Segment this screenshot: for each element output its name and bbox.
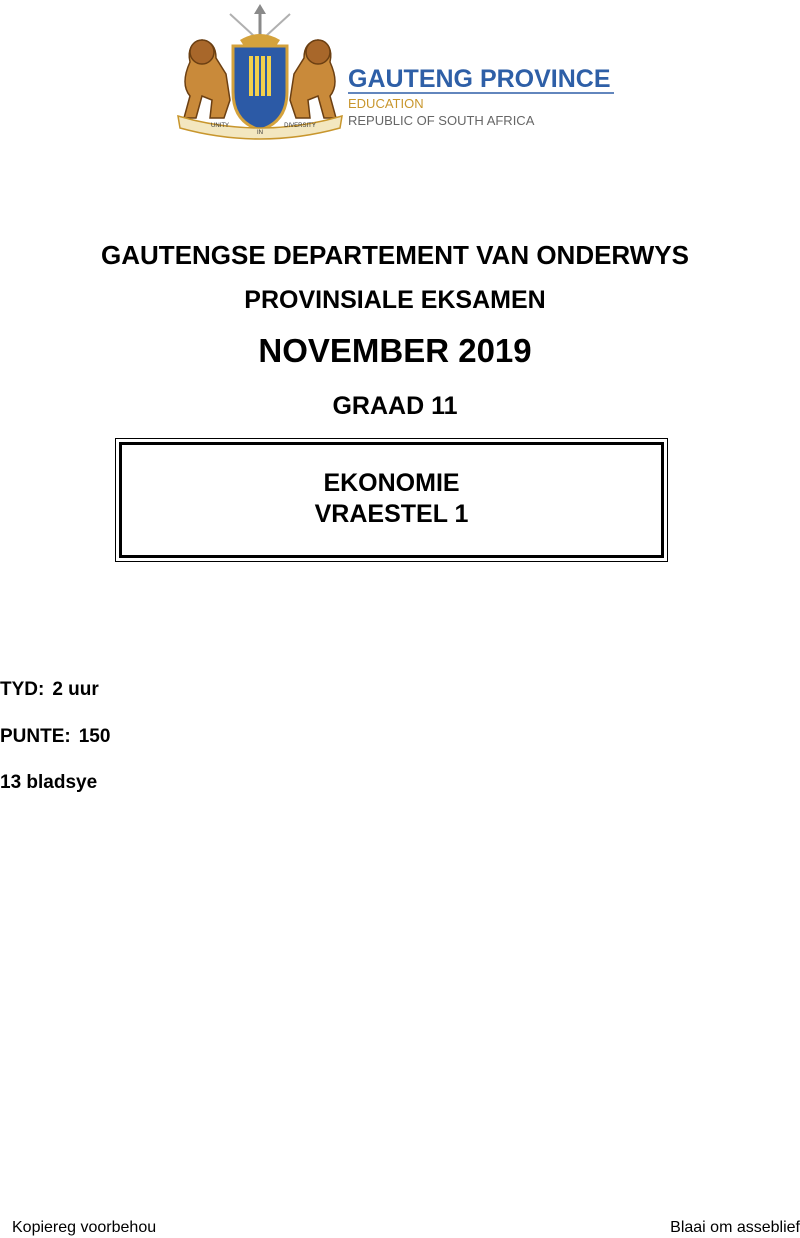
- coat-of-arms-icon: [178, 4, 342, 139]
- turn-over-notice: Blaai om asseblief: [670, 1219, 800, 1236]
- time-row: [0, 679, 99, 701]
- marks-label: PUNTE:: [0, 726, 71, 747]
- page-count: 13 bladsye: [0, 772, 98, 793]
- department-heading: GAUTENGSE DEPARTEMENT VAN ONDERWYS: [101, 240, 689, 270]
- logo-country: REPUBLIC OF SOUTH AFRICA: [348, 113, 535, 128]
- paper-number: VRAESTEL 1: [314, 500, 469, 528]
- subject-box: [115, 438, 668, 562]
- grade-heading: GRAAD 11: [332, 392, 458, 420]
- gauteng-education-logo: [150, 0, 655, 150]
- logo-subtitle: EDUCATION: [348, 96, 424, 111]
- svg-text:IN: IN: [257, 130, 263, 136]
- copyright-notice: Kopiereg voorbehou: [12, 1219, 157, 1236]
- svg-text:UNITY: UNITY: [211, 123, 229, 129]
- exam-heading: PROVINSIALE EKSAMEN: [244, 286, 546, 314]
- time-value: 2 uur: [52, 679, 99, 700]
- svg-text:DIVERSITY: DIVERSITY: [284, 123, 316, 129]
- subject-box-inner: [119, 442, 664, 558]
- marks-row: [0, 726, 110, 748]
- exam-date-heading: NOVEMBER 2019: [258, 332, 532, 369]
- time-label: TYD:: [0, 679, 45, 700]
- marks-value: 150: [78, 726, 111, 747]
- subject-title: EKONOMIE: [323, 469, 460, 497]
- logo-title: GAUTENG PROVINCE: [348, 65, 611, 93]
